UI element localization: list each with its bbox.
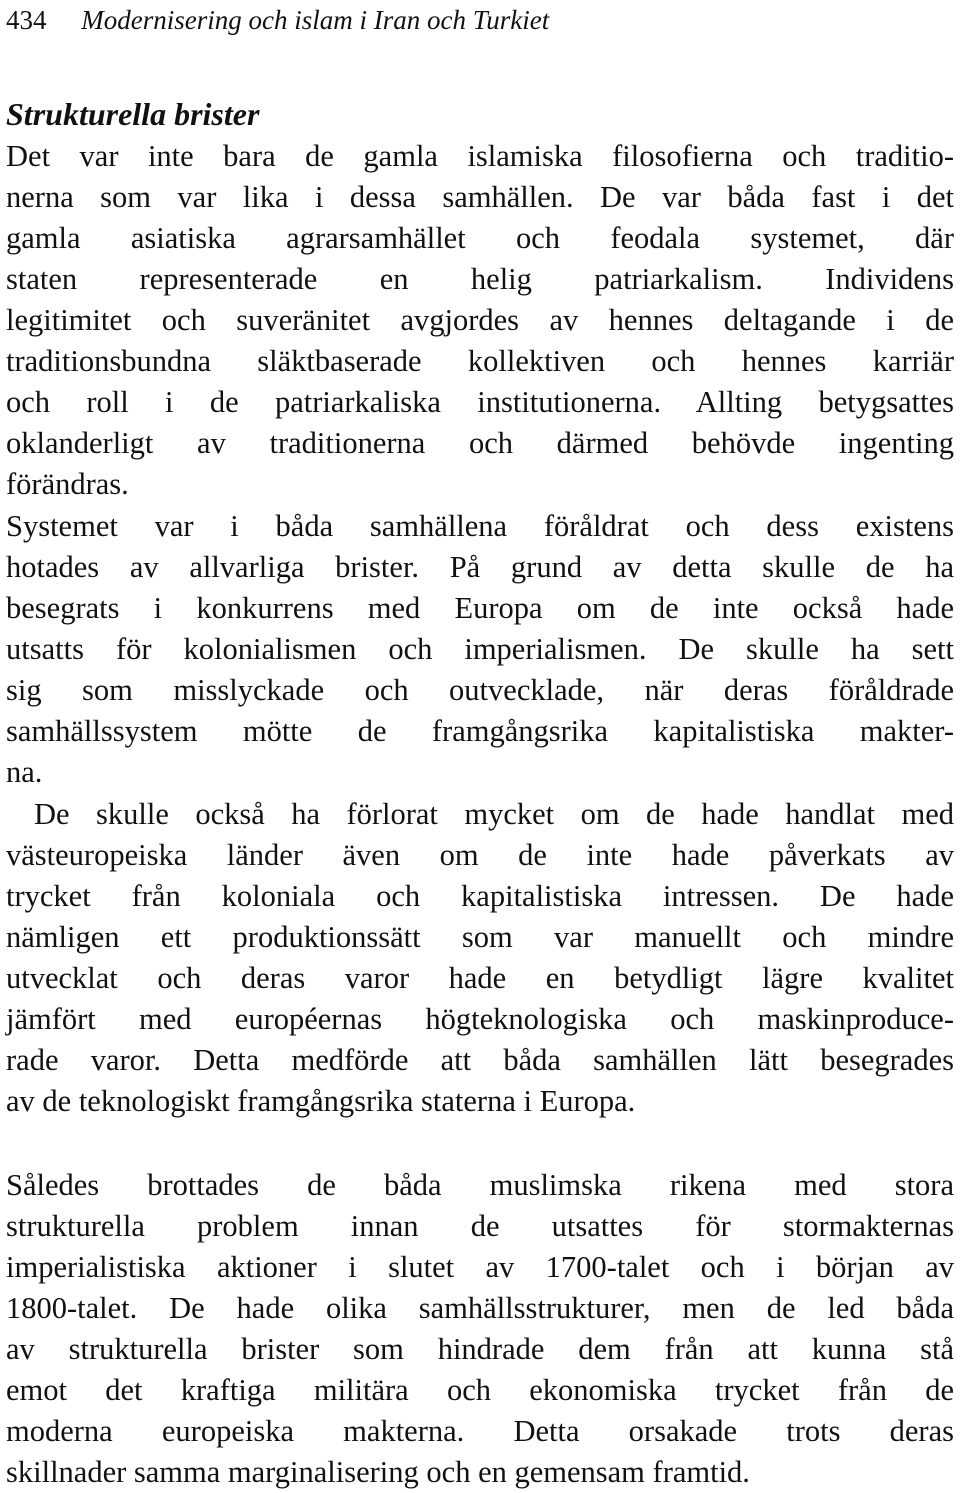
text-line: oklanderligt av traditionerna och därmed behövde ingenting	[6, 426, 954, 460]
text-line: De skulle också ha förlorat mycket om de hade handlat med	[34, 797, 954, 831]
text-line: västeuropeiska länder även om de inte hade påverkats av	[6, 838, 954, 872]
text-line: skillnader samma marginalisering och en gemensam framtid.	[6, 1455, 750, 1489]
paragraph-3	[6, 794, 954, 1122]
text-line: imperialistiska aktioner i slutet av 1700-talet och i början av	[6, 1250, 954, 1284]
text-line: av de teknologiskt framgångsrika staterna i Europa.	[6, 1084, 636, 1118]
text-line: sig som misslyckade och outvecklade, när deras föråldrade	[6, 673, 954, 707]
text-line: strukturella problem innan de utsattes för stormakternas	[6, 1209, 954, 1243]
text-line: förändras.	[6, 467, 129, 501]
text-line: Således brottades de båda muslimska rikena med stora	[6, 1168, 954, 1202]
section-heading: Strukturella brister	[6, 96, 260, 132]
text-line: jämfört med européernas högteknologiska och maskinproduce-	[6, 1002, 954, 1036]
text-line: rade varor. Detta medförde att båda samhällen lätt besegrades	[6, 1043, 954, 1077]
text-line: utsatts för kolonialismen och imperialismen. De skulle ha sett	[6, 632, 954, 666]
text-line: Systemet var i båda samhällena föråldrat och dess existens	[6, 509, 954, 543]
text-line: Det var inte bara de gamla islamiska filosofierna och traditio-	[6, 139, 954, 173]
text-line: av strukturella brister som hindrade dem från att kunna stå	[6, 1332, 954, 1366]
text-line: traditionsbundna släktbaserade kollektiven och hennes karriär	[6, 344, 954, 378]
text-line: nämligen ett produktionssätt som var manuellt och mindre	[6, 920, 954, 954]
text-line: trycket från koloniala och kapitalistiska intressen. De hade	[6, 879, 954, 913]
text-line: och roll i de patriarkaliska institutionerna. Allting betygsattes	[6, 385, 954, 419]
text-line: staten representerade en helig patriarkalism. Individens	[6, 262, 954, 296]
text-line: gamla asiatiska agrarsamhället och feodala systemet, där	[6, 221, 954, 255]
text-line: emot det kraftiga militära och ekonomiska trycket från de	[6, 1373, 954, 1407]
text-line: utvecklat och deras varor hade en betydligt lägre kvalitet	[6, 961, 954, 995]
running-header	[6, 0, 549, 40]
text-line: hotades av allvarliga brister. På grund av detta skulle de ha	[6, 550, 954, 584]
text-line: besegrats i konkurrens med Europa om de inte också hade	[6, 591, 954, 625]
paragraph-2	[6, 506, 954, 793]
text-line: legitimitet och suveränitet avgjordes av hennes deltagande i de	[6, 303, 954, 337]
text-line: 1800-talet. De hade olika samhällsstrukturer, men de led båda	[6, 1291, 954, 1325]
text-line: samhällssystem mötte de framgångsrika kapitalistiska makter-	[6, 714, 954, 748]
page-number: 434	[6, 5, 47, 35]
text-line: moderna europeiska makterna. Detta orsakade trots deras	[6, 1414, 954, 1448]
text-line: na.	[6, 755, 43, 789]
running-title: Modernisering och islam i Iran och Turkiet	[81, 5, 550, 35]
text-line: nerna som var lika i dessa samhällen. De var båda fast i det	[6, 180, 954, 214]
paragraph-4	[6, 1165, 954, 1493]
paragraph-1	[6, 136, 954, 505]
